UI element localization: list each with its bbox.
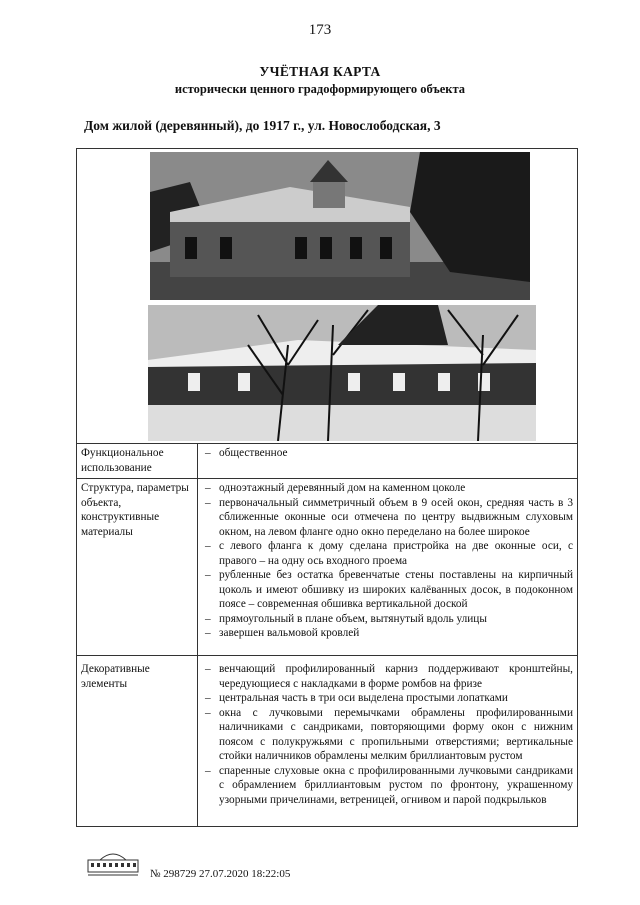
list-item: – прямоугольный в плане объем, вытянутый вдоль улицы — [205, 612, 487, 625]
page-number: 173 — [308, 22, 332, 38]
record-card-table — [76, 148, 578, 827]
registration-number: № 298729 27.07.2020 18:22:05 — [150, 868, 291, 880]
table-row — [77, 655, 577, 827]
list-item: – рубленные без остатка бревенчатые стены поставлены на кирпичный цоколь и имеют обшивку из широких калёванных досок, в подоконном поясе – современная обшивка вертикальной доской — [205, 569, 573, 610]
document-subtitle: исторически ценного градоформирующего объекта — [174, 82, 466, 96]
list-item: – окна с лучковыми перемычками обрамлены профилированными наличниками с сандриками, повторяющими форму окон с нижним поясом с полукружьями с пропильными отверстиями; вертикальные стойки наличников обрамлены мелким бриллиантовым рустом — [205, 706, 573, 762]
row-label: Структура, параметры объекта, конструктивные материалы — [81, 482, 189, 538]
building-photo-1 — [150, 152, 530, 300]
object-name: Дом жилой (деревянный), до 1917 г., ул. Новослободская, 3 — [84, 118, 441, 133]
building-photo-2 — [148, 305, 536, 441]
list-item: – венчающий профилированный карниз поддерживают кронштейны, чередующиеся с накладками в форме ромбов на фризе — [205, 663, 573, 690]
list-item: – центральная часть в три оси выделена простыми лопатками — [205, 692, 508, 704]
list-item: – с левого фланга к дому сделана пристройка на две оконные оси, с правого – на одну ось входного проема — [205, 540, 573, 567]
row-label: Декоративные элементы — [81, 663, 150, 690]
list-item: – первоначальный симметричный объем в 9 осей окон, средняя часть в 3 сближенные оконные оси отмечена по центру выдвижным слуховым окном, на левом фланге одно окно переделано на более широкое — [205, 496, 573, 538]
organization-logo-stamp — [86, 850, 140, 883]
row-label: Функциональное использование — [81, 447, 164, 474]
table-row — [77, 478, 577, 656]
document-title: УЧЁТНАЯ КАРТА — [259, 64, 381, 79]
list-item: – завершен вальмовой кровлей — [205, 627, 360, 639]
table-row — [77, 443, 577, 479]
list-item: – спаренные слуховые окна с профилированными лучковыми сандриками с обрамлением бриллиантовым рустом по фронтону, украшенному узорными причелинами, ветреницей, огнивом и парой подкрыльков — [205, 764, 573, 806]
list-item: – одноэтажный деревянный дом на каменном цоколе — [205, 482, 466, 494]
list-item: – общественное — [205, 447, 288, 459]
